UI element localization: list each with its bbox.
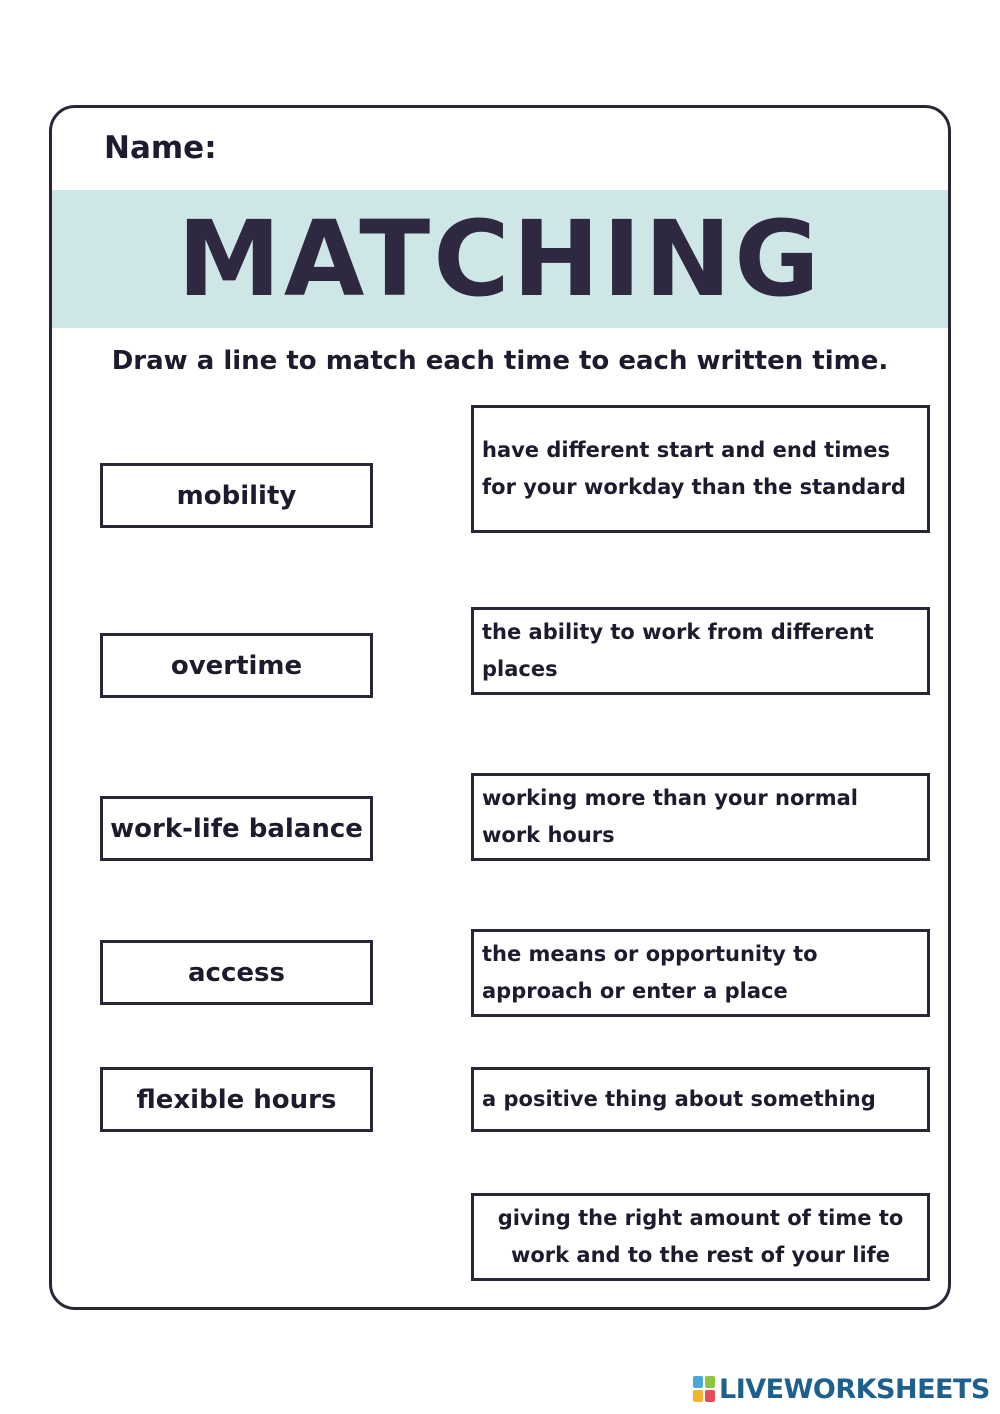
definition-box-4[interactable]: the means or opportunity to approach or enter a place [471,929,930,1017]
instructions: Draw a line to match each time to each written time. [111,346,889,376]
liveworksheets-logo-icon [693,1376,715,1402]
footer-brand [693,1372,990,1406]
term-box-work-life-balance[interactable]: work-life balance [100,796,373,861]
definition-box-2[interactable]: the ability to work from different places [471,607,930,695]
term-box-flexible-hours[interactable]: flexible hours [100,1067,373,1132]
term-box-access[interactable]: access [100,940,373,1005]
term-box-mobility[interactable]: mobility [100,463,373,528]
definition-box-3[interactable]: working more than your normal work hours [471,773,930,861]
worksheet-title: MATCHING [177,198,823,320]
definition-box-1[interactable]: have different start and end times for your workday than the standard [471,405,930,533]
term-box-overtime[interactable]: overtime [100,633,373,698]
definition-box-5[interactable]: a positive thing about something [471,1067,930,1132]
brand-name: LIVEWORKSHEETS [719,1373,990,1405]
definition-box-6[interactable]: giving the right amount of time to work and to the rest of your life [471,1193,930,1281]
name-label: Name: [104,130,217,166]
